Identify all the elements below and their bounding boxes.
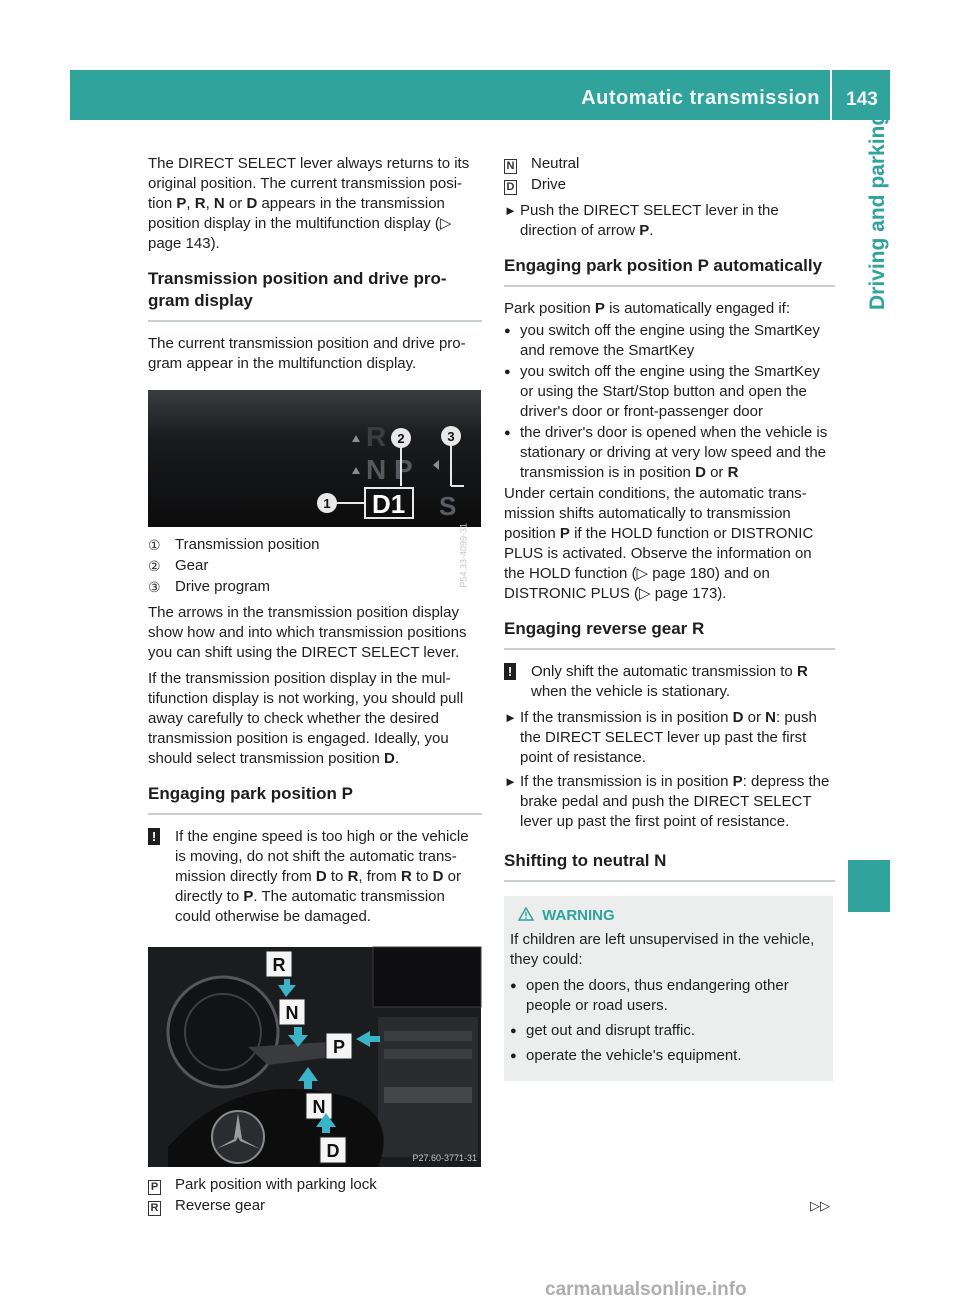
side-tab [848,112,889,320]
heading-neutral: Shifting to neutral N [504,850,835,882]
svg-text:3: 3 [447,429,455,444]
conditions-paragraph: Under certain conditions, the automatic trans-mission shifts automatically to transmission position P if the HOLD function or DISTRONIC PLUS is activated. Observe the information on the HOLD function (▷ page 180) and on DISTRONIC PLUS (▷ page 173). [504,485,814,602]
list-item: ● operate the vehicle's equipment. [510,1047,742,1064]
exclamation-icon: ! [504,663,516,680]
cockpit-illustration [148,947,481,1167]
section-title: Automatic transmission [581,87,820,109]
svg-text:1: 1 [323,496,331,511]
warning-heading: WARNING [510,906,827,926]
legend-list [148,1175,482,1216]
park-warning: ! If the engine speed is too high or the vehicle is moving, do not shift the automatic trans-mission directly from D to R, from R to D or directly to P. The automatic transmission could otherwise be damaged. [148,827,482,927]
screen-shape [373,947,481,1007]
svg-text:2: 2 [397,431,405,446]
exclamation-icon: ! [148,828,160,845]
label-n: N [285,1003,299,1023]
warning-triangle-icon [518,907,534,921]
legend-item: D Drive [504,175,835,195]
list-item: ● get out and disrupt traffic. [510,1022,695,1039]
gear-r-letter: R [366,421,387,452]
legend-item: ③ Drive program [148,578,271,595]
heading-auto-park: Engaging park position P automatically [504,255,835,287]
legend-list [504,154,835,195]
legend-item: ① Transmission position [148,536,320,553]
list-item: ● you switch off the engine using the SmartKey and remove the SmartKey [504,322,820,359]
warning-text: If children are left unsupervised in the vehicle, they could: [510,931,815,968]
gear-n-letter: N [366,454,387,485]
legend-list [148,535,482,597]
label-d: D [326,1141,340,1161]
label-r: R [272,955,286,975]
instruction-step: ► Push the DIRECT SELECT lever in the direction of arrow P. [504,202,779,239]
header-bar [70,70,890,120]
arrows-paragraph: The arrows in the transmission position display show how and into which transmission positions you can shift using the DIRECT SELECT lever. [148,604,467,661]
legend-item: R Reverse gear [148,1196,482,1216]
left-column [148,154,482,1217]
display-paragraph: The current transmission position and drive pro-gram appear in the multifunction display. [148,335,466,372]
page-reference: (▷ page 143). [148,215,452,252]
auto-intro: Park position P is automatically engaged if: [504,300,791,317]
step-arrow-icon: ► [504,774,517,789]
label-p: P [332,1037,346,1057]
instruction-step: ► If the transmission is in position P: depress the brake pedal and push the DIRECT SELECT lever up past the first point of resistance. [504,773,830,830]
heading-display: Transmission position and drive pro-gram display [148,268,482,322]
heading-reverse: Engaging reverse gear R [504,618,835,650]
legend-item: ② Gear [148,557,209,574]
warning-box [504,896,833,1081]
instruction-step: ► If the transmission is in position D or N: push the DIRECT SELECT lever up past the first point of resistance. [504,709,817,766]
header-divider [830,70,832,120]
legend-item: N Neutral [504,154,835,174]
display-illustration [148,390,481,527]
page-number: 143 [846,89,878,110]
step-arrow-icon: ► [504,710,517,725]
fault-paragraph: If the transmission position display in the mul-tifunction display is not working, you should pull away carefully to check whether the desired transmission position is engaged. Ideally, you should select transmission position D. [148,670,464,767]
list-item: ● open the doors, thus endangering other people or road users. [510,977,789,1014]
current-gear-text: D1 [372,489,406,519]
watermark: carmanualsonline.info [545,1279,747,1300]
intro-paragraph: The DIRECT SELECT lever always returns to its original position. The current transmission posi-tion P, R, N or D appears in the transmission position display in the multifunction display (▷ page 143). [148,155,470,252]
gear-p-letter: P [394,454,413,485]
continue-arrows-icon: ▷▷ [810,1198,830,1213]
direct-select-figure [148,947,481,1167]
figure-code: P27.60-3771-31 [412,1153,477,1163]
side-tab-block [848,860,890,912]
label-n-lower: N [312,1097,326,1117]
legend-item: P Park position with parking lock [148,1175,482,1195]
side-tab-label: Driving and parking [866,112,889,310]
list-item: ● the driver's door is opened when the vehicle is stationary or driving at very low speed and the transmission is in position D or R [504,424,828,481]
list-item: ● you switch off the engine using the SmartKey or using the Start/Stop button and open the driver's door or front-passenger door [504,363,820,420]
right-column [504,154,835,1081]
reverse-warning: ! Only shift the automatic transmission to R when the vehicle is stationary. [504,662,835,702]
step-arrow-icon: ► [504,203,517,218]
figure-code: P54.33-4099-31 [459,523,469,588]
drive-program-letter: S [439,491,457,521]
heading-park: Engaging park position P [148,783,482,815]
